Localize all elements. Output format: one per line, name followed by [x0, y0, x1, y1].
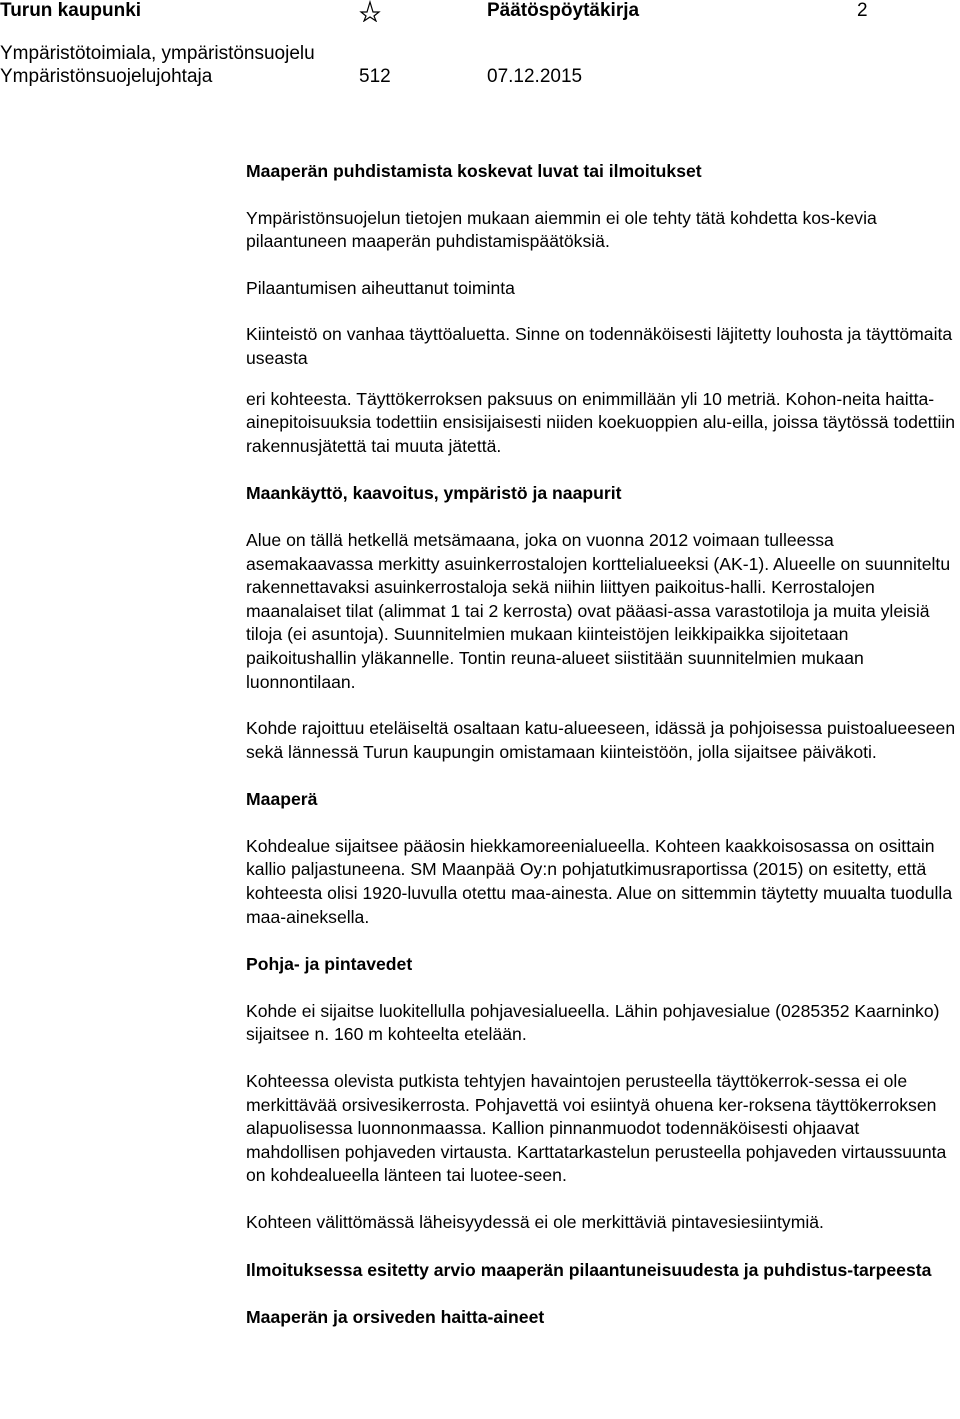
- paragraph: Ympäristönsuojelun tietojen mukaan aiemmin ei ole tehty tätä kohdetta kos-kevia pilaantuneen maaperän puhdistamispäätöksiä.: [246, 207, 877, 252]
- section-heading-assessment: Ilmoituksessa esitetty arvio maaperän pilaantuneisuudesta ja puhdistus-tarpeesta: [246, 1259, 932, 1280]
- section-heading-waters: Pohja- ja pintavedet: [246, 954, 413, 975]
- page-number: 2: [857, 0, 868, 21]
- official-role: Ympäristönsuojelujohtaja: [0, 66, 213, 87]
- department: Ympäristötoimiala, ympäristönsuojelu: [0, 43, 315, 64]
- paragraph: Kohdealue sijaitsee pääosin hiekkamoreenialueella. Kohteen kaakkoisosassa on osittain kallio paljastuneena. SM Maanpää Oy:n pohjatutkimusraportissa (2015) on esitetty, että kohteesta olisi 1920-luvulla otettu maa-ainesta. Alue on sittemmin täytetty muualta tuodulla maa-aineksella.: [246, 835, 953, 927]
- document-type: Päätöspöytäkirja: [487, 0, 640, 21]
- paragraph: Kohde rajoittuu eteläiseltä osaltaan katu-alueeseen, idässä ja pohjoisessa puistoalueeseen sekä lännessä Turun kaupungin omistamaan kiinteistöön, jolla sijaitsee päiväkoti.: [246, 718, 956, 762]
- document-header: [0, 0, 960, 100]
- decision-number: 512: [359, 66, 391, 87]
- paragraph: Kohteessa olevista putkista tehtyjen havaintojen perusteella täyttökerrok-sessa ei ole merkittävää orsivesikerrosta. Pohjavettä voi esiintyä ohuena ker-roksena täyttökerroksen alapuolisessa luonnonmaassa. Kallion pinnanmuodot todennäköisesti ohjaavat mahdollisen pohjaveden virtausta. Karttatarkastelun perusteella pohjaveden virtaussuunta on kohdealueella länteen tai luotee-seen.: [246, 1071, 947, 1186]
- city-logo-icon: [359, 0, 381, 22]
- section-heading-land-use: Maankäyttö, kaavoitus, ympäristö ja naapurit: [246, 483, 622, 504]
- paragraph: eri kohteesta. Täyttökerroksen paksuus on enimmillään yli 10 metriä. Kohon-neita haitta-ainepitoisuuksia todettiin ensisijaisesti niiden koekuoppien alu-eilla, joissa täytössä todettiin rakennusjätettä tai muuta jätettä.: [246, 388, 956, 456]
- paragraph: Alue on tällä hetkellä metsämaana, joka on vuonna 2012 voimaan tulleessa asemakaavassa merkitty asuinkerrostalojen korttelialueeksi (AK-1). Alueelle on suunniteltu rakennettavaksi asuinkerrostaloja sekä niihin liittyen paikoitus-halli. Kerrostalojen maanalaiset tilat (alimmat 1 tai 2 kerrosta) ovat pääasi-assa varastotiloja ja muita yleisiä tiloja (ei asuntoja). Suunnitelmien mukaan kiinteistöjen leikkipaikka sijoitetaan paikoitushallin yläkannelle. Tontin reuna-alueet siistitään suunnitelmien mukaan luonnontilaan.: [246, 529, 951, 692]
- paragraph: Kohde ei sijaitse luokitellulla pohjavesialueella. Lähin pohjavesialue (0285352 Kaarninko) sijaitsee n. 160 m kohteelta etelään.: [246, 1000, 940, 1045]
- section-heading-polluting-activity: Pilaantumisen aiheuttanut toiminta: [246, 277, 515, 298]
- section-heading-soil: Maaperä: [246, 789, 318, 810]
- organization-name: Turun kaupunki: [0, 0, 142, 21]
- section-heading-permits: Maaperän puhdistamista koskevat luvat tai ilmoitukset: [246, 161, 702, 181]
- section-heading-contaminants: Maaperän ja orsiveden haitta-aineet: [246, 1307, 545, 1328]
- paragraph: Kiinteistö on vanhaa täyttöaluetta. Sinne on todennäköisesti läjitetty louhosta ja täyttömaita useasta: [246, 324, 953, 368]
- paragraph: Kohteen välittömässä läheisyydessä ei ole merkittäviä pintavesiesiintymiä.: [246, 1212, 824, 1232]
- decision-date: 07.12.2015: [487, 66, 583, 87]
- document-body: [246, 160, 958, 1330]
